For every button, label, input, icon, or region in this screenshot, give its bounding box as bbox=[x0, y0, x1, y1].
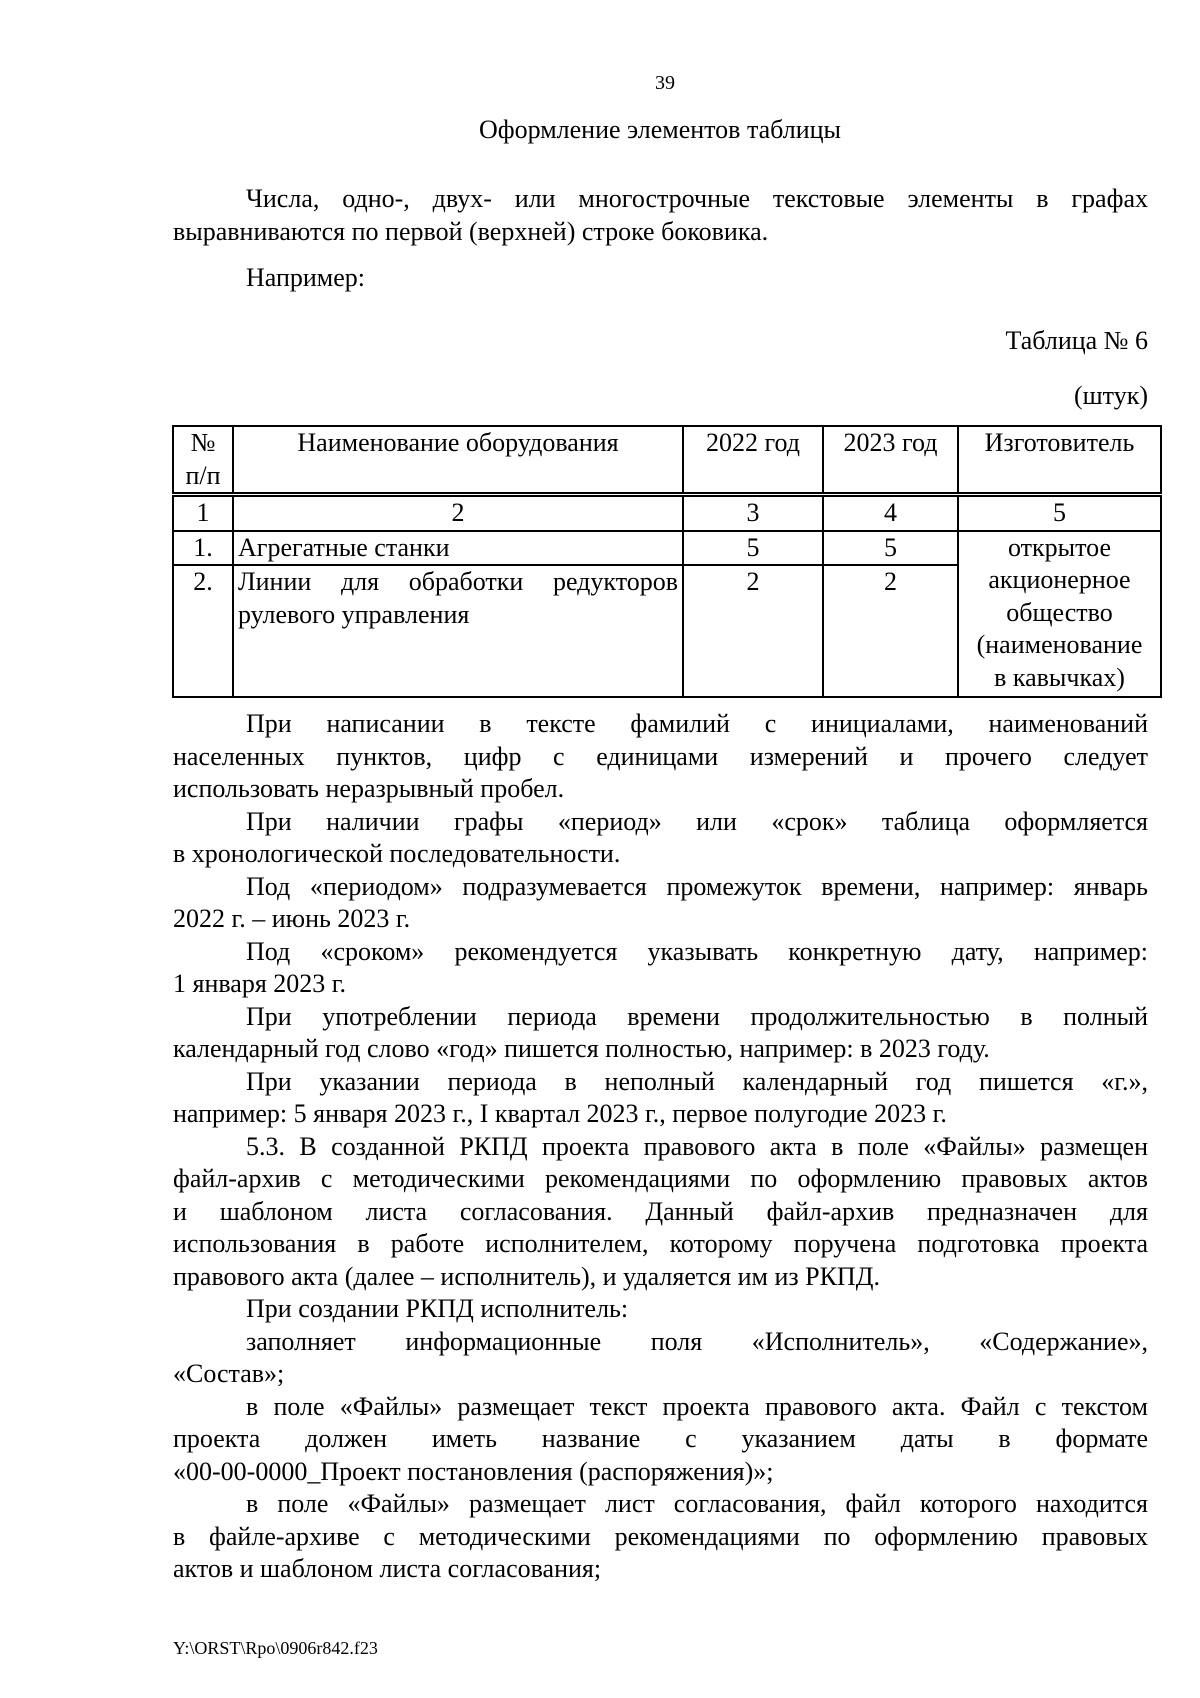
row-num: 1. bbox=[173, 531, 233, 566]
row-2022: 2 bbox=[683, 565, 823, 697]
p1-line: населенных пунктов, цифр с единицами измерений и прочего следует bbox=[173, 741, 1148, 771]
table-label: Таблица № 6 bbox=[1005, 326, 1148, 355]
header-name: Наименование оборудования bbox=[233, 426, 683, 495]
column-numbers-row bbox=[173, 495, 1161, 531]
maker-line: акционерное bbox=[988, 565, 1131, 594]
p7-line: правового акта (далее – исполнитель), и удаляется им из РКПД. bbox=[173, 1261, 880, 1291]
header-num-b: п/п bbox=[185, 460, 221, 490]
row-maker bbox=[958, 531, 1161, 698]
row-num: 2. bbox=[173, 565, 233, 697]
maker-line: (наименование bbox=[976, 630, 1143, 659]
example-label bbox=[173, 262, 1148, 295]
paragraph-2 bbox=[173, 806, 1148, 871]
p1-line: использовать неразрывный пробел. bbox=[173, 774, 565, 803]
paragraph-3 bbox=[173, 871, 1148, 936]
p9-line: заполняет информационные поля «Исполнитель», «Содержание», bbox=[246, 1326, 1148, 1356]
file-path-footer: Y:\ORST\Rpo\0906r842.f23 bbox=[173, 1638, 378, 1658]
header-2022: 2022 год bbox=[683, 426, 823, 495]
p11-line: актов и шаблоном листа согласования; bbox=[173, 1554, 602, 1583]
p11-line: в поле «Файлы» размещает лист согласования, файл которого находится bbox=[246, 1489, 1148, 1518]
paragraph-7 bbox=[173, 1131, 1148, 1294]
row-name-line-1: Линии для обработки редукторов bbox=[238, 567, 678, 596]
p10-line: проекта должен иметь название с указанием даты в формате bbox=[173, 1424, 1148, 1453]
paragraph-5 bbox=[173, 1001, 1148, 1066]
p7-line: файл-архив с методическими рекомендациями по оформлению правовых актов bbox=[173, 1164, 1148, 1193]
section-title: Оформление элементов таблицы bbox=[478, 115, 842, 144]
paragraph-9 bbox=[173, 1326, 1148, 1391]
header-2023: 2023 год bbox=[823, 426, 958, 495]
p7-line: 5.3. В созданной РКПД проекта правового акта в поле «Файлы» размещен bbox=[246, 1131, 1148, 1161]
p2-line: в хронологической последовательности. bbox=[173, 839, 621, 868]
maker-line: общество bbox=[1006, 597, 1113, 627]
example-text: Например: bbox=[246, 263, 366, 292]
equipment-table bbox=[172, 425, 1162, 698]
p3-line: Под «периодом» подразумевается промежуток времени, например: январь bbox=[246, 871, 1148, 901]
p5-line: При употреблении периода времени продолжительностью в полный bbox=[246, 1001, 1148, 1031]
p10-line: в поле «Файлы» размещает текст проекта правового акта. Файл с текстом bbox=[246, 1391, 1148, 1421]
row-name: Агрегатные станки bbox=[233, 531, 683, 566]
col-number: 4 bbox=[823, 495, 958, 531]
row-2022: 5 bbox=[683, 531, 823, 566]
header-num bbox=[173, 426, 233, 495]
col-number: 1 bbox=[173, 495, 233, 531]
paragraph-8 bbox=[173, 1293, 1148, 1326]
row-2023: 5 bbox=[823, 531, 958, 566]
col-number: 3 bbox=[683, 495, 823, 531]
p8-line: При создании РКПД исполнитель: bbox=[246, 1294, 629, 1323]
body-text bbox=[173, 708, 1148, 1586]
p10-line: «00-00-0000_Проект постановления (распоряжения)»; bbox=[173, 1456, 774, 1486]
intro-line-1: Числа, одно-, двух- или многострочные текстовые элементы в графах bbox=[246, 184, 1148, 213]
paragraph-1 bbox=[173, 708, 1148, 806]
maker-line: открытое bbox=[1008, 532, 1111, 562]
paragraph-4 bbox=[173, 936, 1148, 1001]
p6-line: например: 5 января 2023 г., I квартал 2023 г., первое полугодие 2023 г. bbox=[173, 1099, 947, 1128]
row-name bbox=[233, 565, 683, 697]
p2-line: При наличии графы «период» или «срок» таблица оформляется bbox=[246, 806, 1148, 836]
paragraph-6 bbox=[173, 1066, 1148, 1131]
row-2023: 2 bbox=[823, 565, 958, 697]
paragraph-10 bbox=[173, 1391, 1148, 1489]
p11-line: в файле-архиве с методическими рекомендациями по оформлению правовых bbox=[173, 1521, 1148, 1551]
col-number: 2 bbox=[233, 495, 683, 531]
p5-line: календарный год слово «год» пишется полностью, например: в 2023 году. bbox=[173, 1034, 990, 1063]
p7-line: и шаблоном листа согласования. Данный файл-архив предназначен для bbox=[173, 1196, 1148, 1226]
p3-line: 2022 г. – июнь 2023 г. bbox=[173, 904, 411, 933]
p4-line: 1 января 2023 г. bbox=[173, 969, 347, 998]
page-number: 39 bbox=[655, 72, 675, 94]
col-number: 5 bbox=[958, 495, 1161, 531]
paragraph-11 bbox=[173, 1488, 1148, 1586]
table-row bbox=[173, 531, 1161, 566]
p6-line: При указании периода в неполный календарный год пишется «г.», bbox=[246, 1066, 1148, 1096]
table-header-row bbox=[173, 426, 1161, 495]
p1-line: При написании в тексте фамилий с инициалами, наименований bbox=[246, 709, 1148, 738]
p7-line: использования в работе исполнителем, которому поручена подготовка проекта bbox=[173, 1229, 1148, 1258]
p9-line: «Состав»; bbox=[173, 1359, 285, 1388]
header-num-a: № bbox=[190, 428, 216, 457]
intro-paragraph bbox=[173, 183, 1148, 248]
maker-line: в кавычках) bbox=[994, 662, 1125, 692]
header-maker: Изготовитель bbox=[958, 426, 1161, 495]
row-name-line-2: рулевого управления bbox=[238, 599, 470, 629]
intro-line-2: выравниваются по первой (верхней) строке боковика. bbox=[173, 216, 769, 246]
p4-line: Под «сроком» рекомендуется указывать конкретную дату, например: bbox=[246, 936, 1148, 966]
table-unit: (штук) bbox=[1074, 381, 1148, 410]
